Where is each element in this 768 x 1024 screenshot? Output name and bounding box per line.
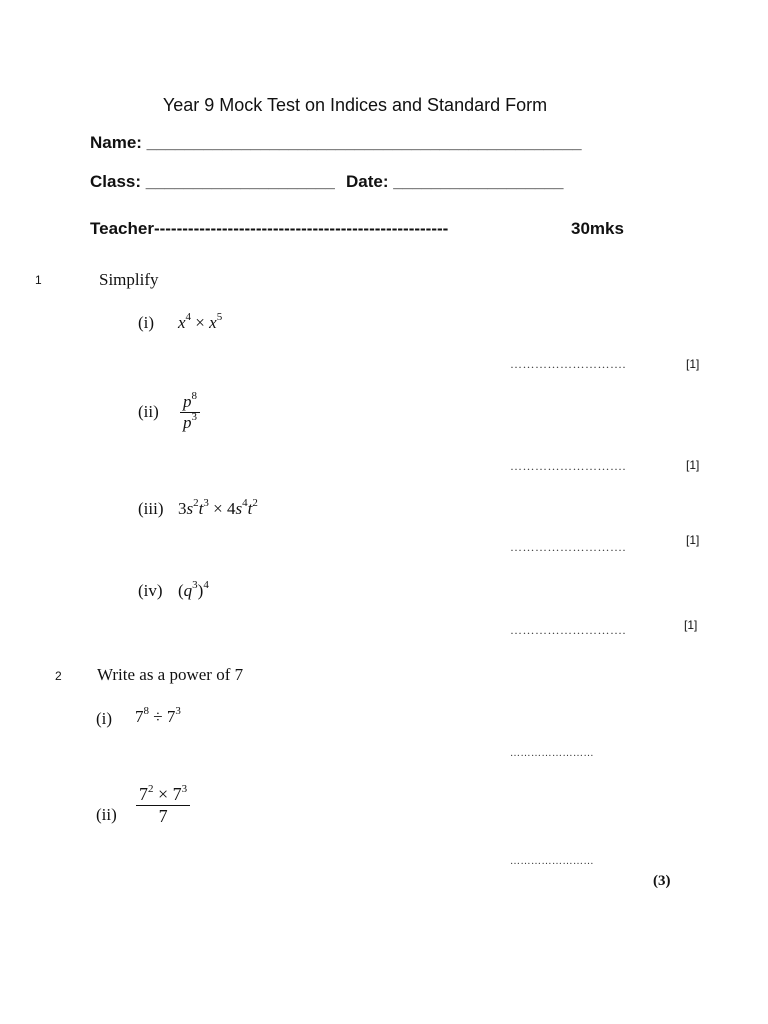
date-line: Date: __________________	[346, 172, 564, 191]
math-expression: $\frac{p^8}{p^3}$	[180, 392, 200, 433]
math-expression: $\frac{7^2 \times 7^3}{7}$	[136, 784, 190, 827]
mark-label: [1]	[684, 618, 698, 632]
math-expression: $3s^2t^3 \times 4s^4t^2$	[178, 497, 258, 518]
part-label: (iv)	[138, 581, 163, 600]
part-label: (iii)	[138, 499, 164, 518]
answer-line: ……………………	[510, 748, 594, 759]
page-title: Year 9 Mock Test on Indices and Standard Form	[162, 95, 548, 115]
part-label: (ii)	[96, 805, 117, 824]
mark-label: [1]	[686, 533, 700, 547]
question-instruction: Simplify	[99, 270, 159, 289]
answer-line: ……………………….	[510, 623, 626, 637]
question-number: 1	[35, 273, 42, 287]
part-label: (ii)	[138, 402, 159, 421]
part-label: (i)	[96, 709, 113, 728]
question-instruction: Write as a power of 7	[97, 665, 244, 684]
part-label: (i)	[138, 313, 155, 332]
answer-line: ……………………….	[510, 459, 626, 473]
math-expression: $x^4 \times x^5$	[178, 311, 223, 332]
answer-line: ……………………….	[510, 540, 626, 554]
math-expression: $7^8 \div 7^3$	[135, 705, 181, 726]
math-expression: $(q^3)^4$	[178, 579, 209, 600]
teacher-line: Teacher----------------------------------------------------	[90, 219, 449, 238]
answer-line: ……………………….	[510, 357, 626, 371]
question-total-marks: (3)	[653, 873, 671, 889]
answer-line: ……………………	[510, 856, 594, 867]
question-number: 2	[55, 669, 62, 683]
name-line: Name: ______________________________________________	[90, 133, 582, 152]
class-line: Class: ____________________	[90, 172, 335, 191]
mark-label: [1]	[686, 458, 700, 472]
total-marks: 30mks	[571, 219, 624, 238]
mark-label: [1]	[686, 357, 700, 371]
